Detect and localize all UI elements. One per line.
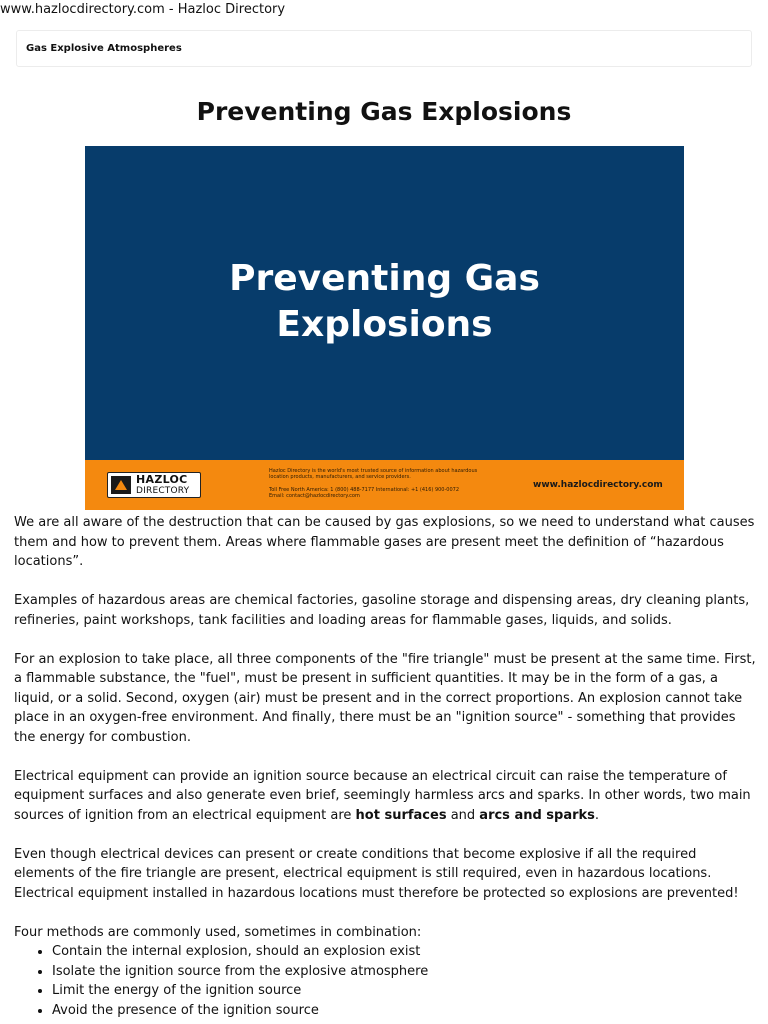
breadcrumb-link-gas-explosive-atmospheres[interactable]: Gas Explosive Atmospheres: [26, 43, 182, 54]
paragraph: We are all aware of the destruction that can be caused by gas explosions, so we need to understand what causes them and how to prevent them. Areas where flammable gases are present meet the definition of “hazardous locations”.: [14, 515, 755, 569]
banner-info-line: Hazloc Directory is the world's most trusted source of information about hazardous: [269, 468, 478, 474]
banner-info: [269, 468, 509, 500]
banner-footer: [85, 460, 684, 510]
list-item: • Contain the internal explosion, should an explosion exist: [52, 942, 760, 962]
paragraph: For an explosion to take place, all three components of the "fire triangle" must be present at the same time. First, a flammable substance, the "fuel", must be present in sufficient quantities. It may be in the form of a gas, a liquid, or a solid. Second, oxygen (air) must be present and in the correct proportions. An explosion cannot take place in an oxygen-free environment. And finally, there must be an "ignition source" - something that provides the energy for combustion.: [14, 651, 756, 745]
bold-term-arcs-and-sparks: arcs and sparks: [479, 807, 595, 823]
paragraph: [14, 767, 760, 826]
banner-email: Email: contact@hazlocdirectory.com: [269, 493, 360, 500]
paragraph-text: and: [446, 807, 480, 823]
paragraph-text: .: [594, 807, 600, 823]
paragraph: Electrical equipment installed in hazardous locations must therefore be protected so explosions are prevented!: [14, 885, 739, 901]
logo-name: HAZLOC: [136, 473, 188, 486]
banner-phone: Toll Free North America: 1 (800) 488-7177 International: +1 (416) 900-0072: [269, 486, 460, 493]
list-item: • Isolate the ignition source from the explosive atmosphere: [52, 962, 760, 982]
list-item: • Limit the energy of the ignition source: [52, 981, 760, 1001]
warning-triangle-icon: [111, 476, 131, 494]
hazloc-logo: [107, 472, 201, 498]
banner-main: [85, 146, 684, 460]
paragraph: Examples of hazardous areas are chemical factories, gasoline storage and dispensing areas, dry cleaning plants, refineries, paint workshops, tank facilities and loading areas for flammable gases, liquids, and solids.: [14, 593, 750, 628]
banner-info-line: location products, manufacturers, and service providers.: [269, 474, 411, 481]
methods-list: [14, 942, 760, 1020]
paragraph: Even though electrical devices can present or create conditions that become explosive if all the required elements of the fire triangle are present, electrical equipment is still required, even in hazardous locations.: [14, 846, 712, 881]
logo-sub: DIRECTORY: [136, 486, 190, 496]
banner-image: [85, 146, 684, 510]
banner-url: www.hazlocdirectory.com: [533, 480, 663, 490]
list-item: • Avoid the presence of the ignition source: [52, 1001, 760, 1021]
article-body: [14, 513, 760, 1020]
bold-term-hot-surfaces: hot surfaces: [355, 807, 447, 823]
breadcrumb: [16, 30, 752, 67]
article-title: Preventing Gas Explosions: [196, 97, 572, 126]
page-header: www.hazlocdirectory.com - Hazloc Directory: [0, 2, 286, 17]
paragraph: Four methods are commonly used, sometimes in combination:: [14, 924, 422, 940]
banner-title: Preventing Gas Explosions: [229, 258, 540, 345]
paragraph-text: Electrical equipment can provide an ignition source because an electrical circuit can raise the temperature of equipment surfaces and also generate even brief, seemingly harmless arcs and sparks. In other words, two main sources of ignition from an electrical equipment are: [14, 768, 751, 823]
